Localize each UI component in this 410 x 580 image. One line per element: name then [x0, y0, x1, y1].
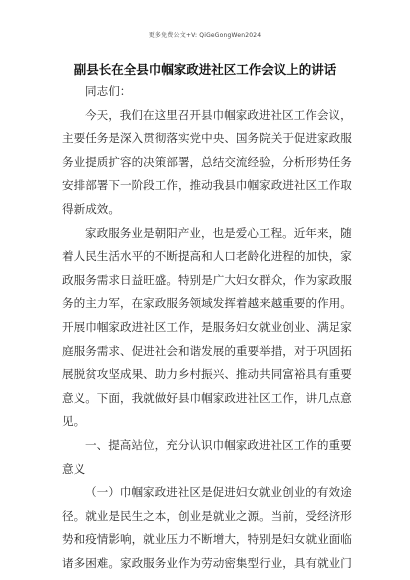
body-line: 今天，我们在这里召开县巾帼家政进社区工作会议，: [85, 107, 352, 122]
body-line: 安排部署下一阶段工作，推动我县巾帼家政进社区工作取: [62, 178, 352, 193]
body-line: 开展巾帼家政进社区工作，是服务妇女就业创业、满足家: [62, 319, 352, 334]
body-line: （一）巾帼家政进社区是促进妇女就业创业的有效途: [85, 485, 352, 500]
header-note: 更多免费公文+V: QiGeGongWen2024: [148, 32, 262, 39]
body-line: 一、提高站位，充分认识巾帼家政进社区工作的重要: [85, 437, 352, 452]
body-line: 势和疫情影响，就业压力不断增大，特别是妇女就业面临: [62, 532, 352, 547]
body-line: 诸多困难。家政服务业作为劳动密集型行业，具有就业门: [62, 555, 352, 570]
body-line: 得新成效。: [62, 201, 120, 216]
body-line: 着人民生活水平的不断提高和人口老龄化进程的加快，家: [62, 249, 352, 264]
body-line: 见。: [62, 414, 86, 429]
body-line: 径。就业是民生之本，创业是就业之源。当前，受经济形: [62, 508, 352, 523]
body-line: 庭服务需求、促进社会和谐发展的重要举措，对于巩固拓: [62, 343, 352, 358]
salutation: 同志们：: [85, 84, 132, 98]
body-line: 主要任务是深入贯彻落实党中央、国务院关于促进家政服: [62, 131, 352, 146]
body-line: 务业提质扩容的决策部署，总结交流经验，分析形势任务: [62, 154, 352, 169]
body-line: 务的主力军，在家政服务领域发挥着越来越重要的作用。: [62, 296, 352, 311]
document-body: [62, 80, 352, 575]
body-line: 意义: [62, 461, 86, 476]
body-line: 家政服务业是朝阳产业，也是爱心工程。近年来，随: [85, 225, 352, 240]
body-line: 展脱贫攻坚成果、助力乡村振兴、推动共同富裕具有重要: [62, 367, 352, 382]
body-line: 政服务需求日益旺盛。特别是广大妇女群众，作为家政服: [62, 272, 352, 287]
page-title: 副县长在全县巾帼家政进社区工作会议上的讲话: [73, 62, 337, 77]
body-line: 意义。下面，我就做好县巾帼家政进社区工作，讲几点意: [62, 390, 352, 405]
